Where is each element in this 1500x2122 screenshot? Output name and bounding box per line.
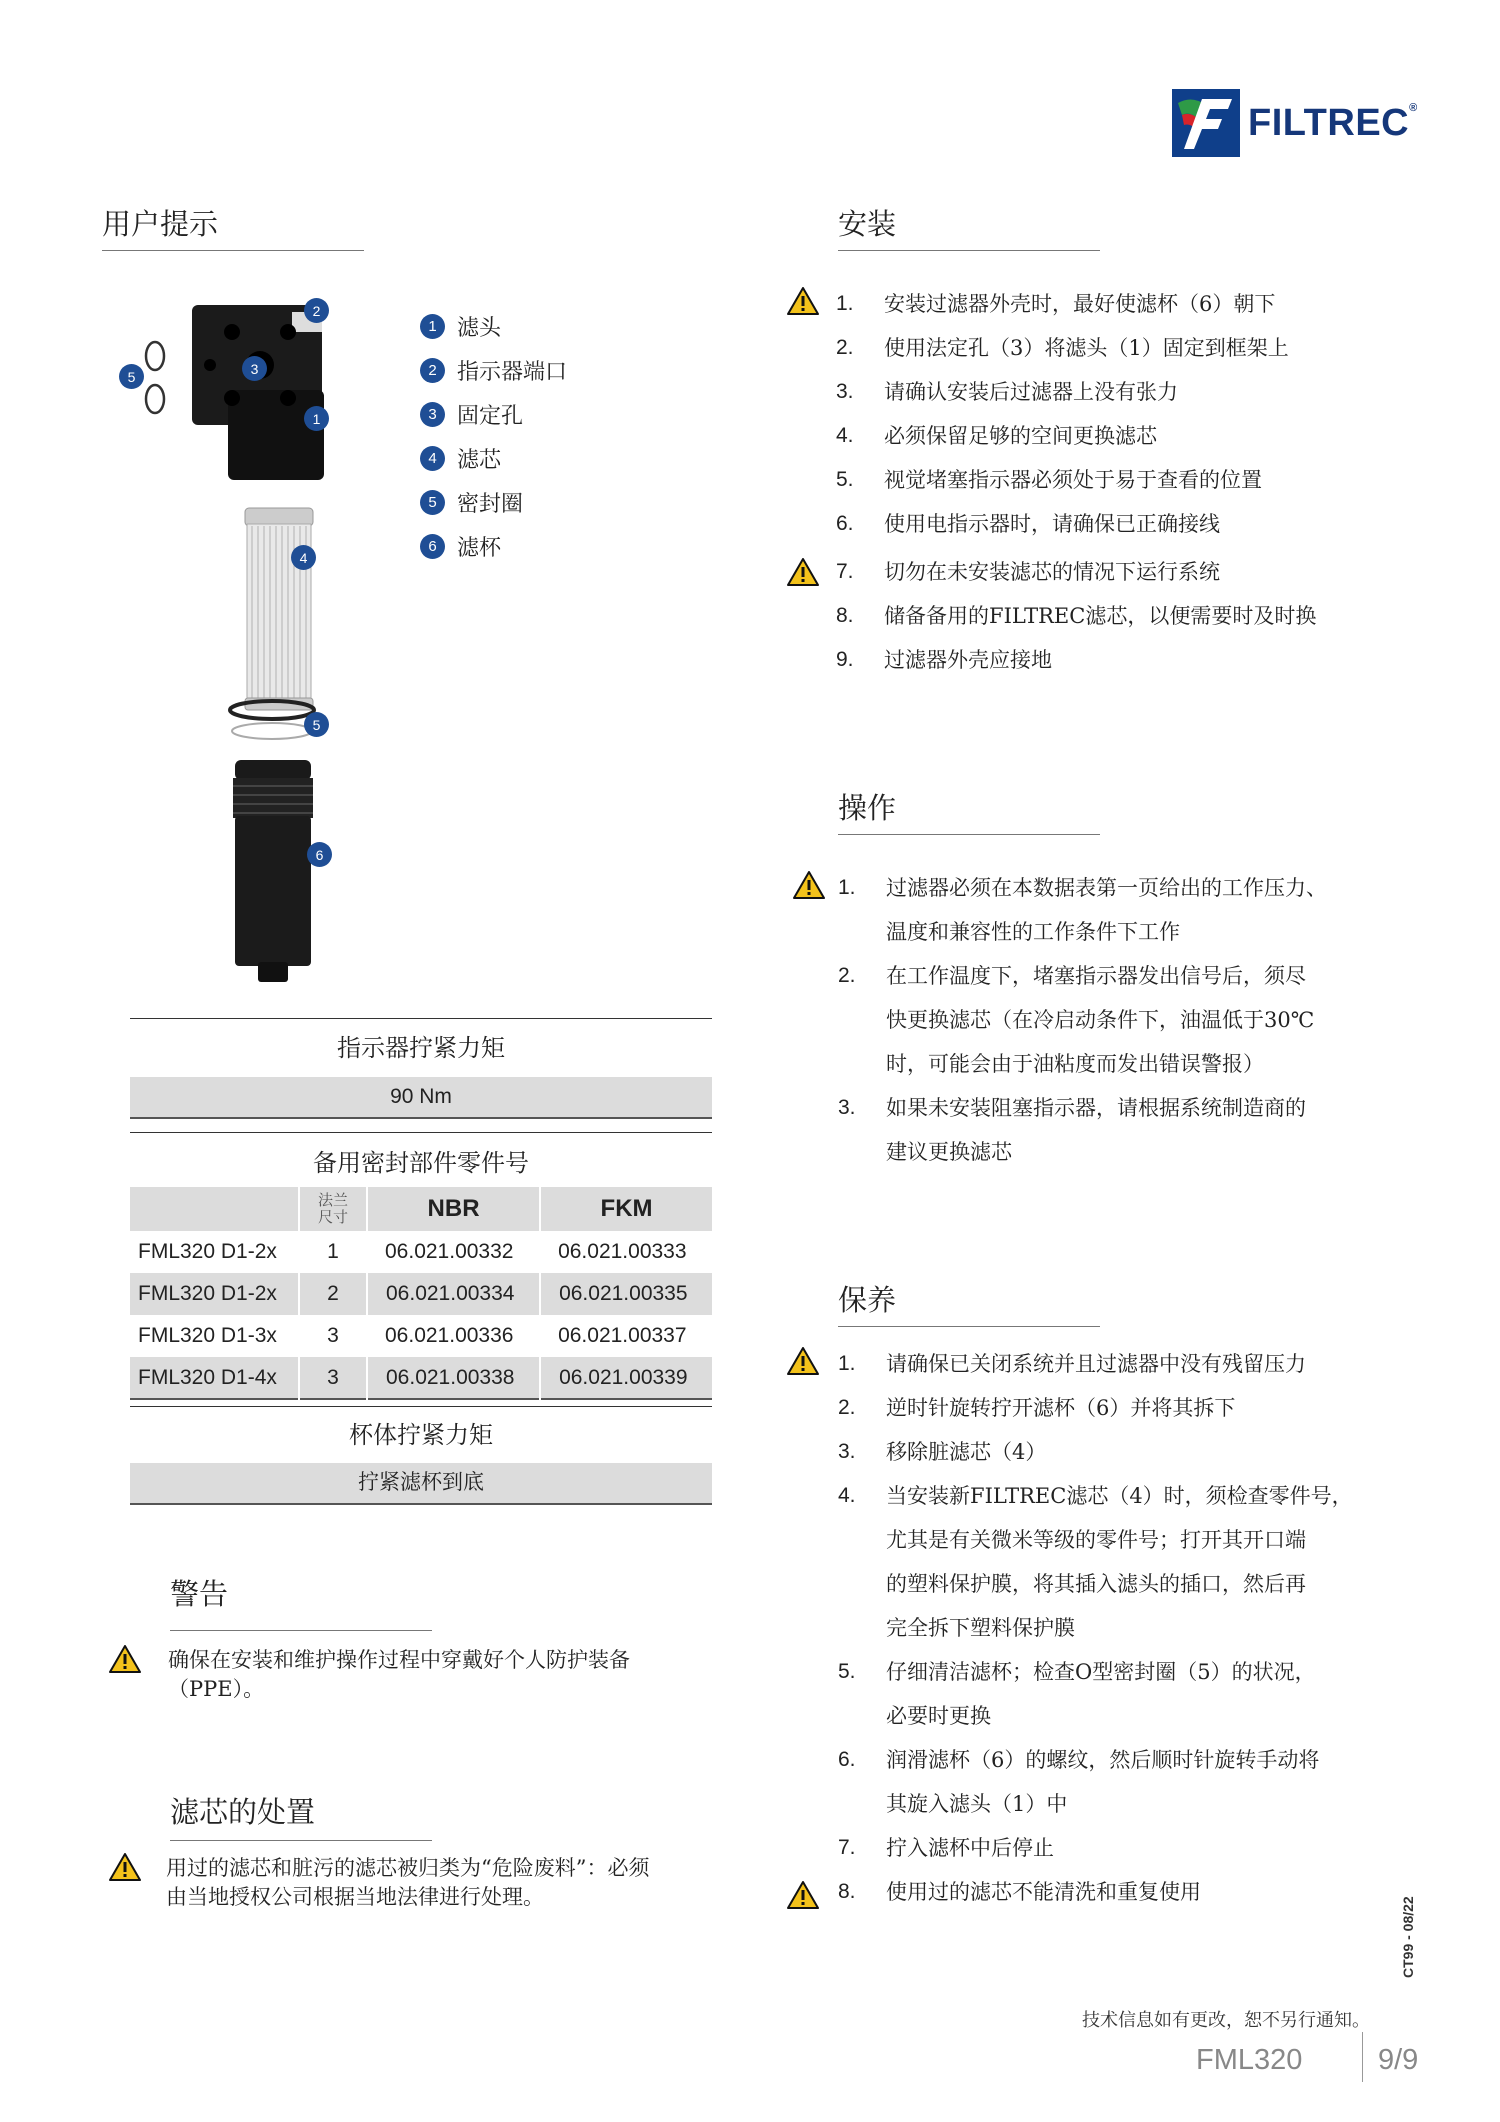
warning-icon [792, 870, 826, 900]
warning-icon [786, 557, 820, 587]
disposal-text: 用过的滤芯和脏污的滤芯被归类为“危险废料”：必须 由当地授权公司根据当地法律进行处理。 [166, 1856, 650, 1909]
legend-item [420, 480, 567, 524]
legend-number: 6 [420, 534, 445, 559]
indicator-torque-table [130, 1018, 712, 1119]
model-cell: FML320 D1-3x [138, 1324, 277, 1347]
warning-icon [786, 1346, 820, 1376]
legend-label: 滤头 [457, 315, 502, 341]
legend-item [420, 436, 567, 480]
warning-icon [108, 1852, 142, 1882]
filtrec-logo [1172, 89, 1418, 157]
bowl-torque-title: 杯体拧紧力矩 [349, 1421, 493, 1449]
list-item: 5. 视觉堵塞指示器必须处于易于查看的位置 [836, 468, 1262, 492]
model-header [130, 1187, 299, 1231]
table-row [130, 1357, 712, 1399]
legend-number: 1 [420, 314, 445, 339]
seal-parts-title: 备用密封部件零件号 [313, 1149, 529, 1177]
table-header-row [130, 1187, 712, 1231]
nbr-header: NBR [367, 1187, 540, 1231]
list-item: 4. 当安装新FILTREC滤芯（4）时，须检查零件号， [838, 1484, 1353, 1508]
table-row [130, 1231, 712, 1273]
legend-item [420, 348, 567, 392]
indicator-torque-title: 指示器拧紧力矩 [337, 1034, 505, 1062]
legend-label: 滤杯 [457, 535, 502, 561]
list-item: 6. 润滑滤杯（6）的螺纹，然后顺时针旋转手动将 [838, 1748, 1320, 1772]
installation-rule [838, 250, 1100, 251]
flange-header: 法兰 尺寸 [299, 1187, 367, 1231]
list-item-cont: 建议更换滤芯 [886, 1140, 1012, 1164]
installation-list [836, 282, 1396, 682]
legend-number: 4 [420, 446, 445, 471]
footer-note: 技术信息如有更改，恕不另行通知。 [1082, 2010, 1370, 2031]
operation-title: 操作 [838, 791, 897, 825]
flange-cell: 3 [299, 1357, 367, 1399]
disposal-title: 滤芯的处置 [170, 1795, 316, 1829]
list-item: 7. 切勿在未安装滤芯的情况下运行系统 [836, 560, 1220, 584]
filter-exploded-diagram [110, 290, 370, 1000]
list-item: 2. 逆时针旋转拧开滤杯（6）并将其拆下 [838, 1396, 1236, 1420]
operation-list [838, 866, 1398, 1174]
bowl-torque-value: 拧紧滤杯到底 [130, 1463, 712, 1505]
nbr-cell: 06.021.00338 [367, 1357, 540, 1399]
nbr-cell: 06.021.00336 [385, 1324, 514, 1347]
list-item-cont: 快更换滤芯（在冷启动条件下，油温低于30℃ [886, 1008, 1315, 1032]
callout-1: 1 [304, 406, 329, 431]
warning-text: 确保在安装和维护操作过程中穿戴好个人防护装备 （PPE）。 [168, 1648, 630, 1701]
list-item: 7. 拧入滤杯中后停止 [838, 1836, 1054, 1860]
warning-title: 警告 [170, 1577, 229, 1611]
list-item-cont: 必要时更换 [886, 1704, 991, 1728]
legend-number: 5 [420, 490, 445, 515]
installation-title: 安装 [838, 207, 897, 241]
fkm-header: FKM [540, 1187, 712, 1231]
table-row [130, 1273, 712, 1315]
seal-parts-grid [130, 1187, 712, 1400]
fkm-cell: 06.021.00333 [558, 1240, 687, 1263]
model-cell: FML320 D1-2x [138, 1240, 277, 1263]
nbr-cell: 06.021.00334 [367, 1273, 540, 1315]
list-item: 2. 使用法定孔（3）将滤头（1）固定到框架上 [836, 336, 1289, 360]
list-item: 3. 如果未安装阻塞指示器，请根据系统制造商的 [838, 1096, 1306, 1120]
list-item-cont: 尤其是有关微米等级的零件号；打开其开口端 [886, 1528, 1306, 1552]
list-item-cont: 温度和兼容性的工作条件下工作 [886, 920, 1180, 944]
callout-3: 3 [242, 356, 267, 381]
list-item: 3. 请确认安装后过滤器上没有张力 [836, 380, 1178, 404]
maintenance-list [838, 1342, 1398, 1914]
list-item: 1. 安装过滤器外壳时，最好使滤杯（6）朝下 [836, 292, 1276, 316]
legend-item [420, 524, 567, 568]
list-item: 9. 过滤器外壳应接地 [836, 648, 1052, 672]
warning-icon [786, 1880, 820, 1910]
model-cell: FML320 D1-2x [130, 1273, 299, 1315]
fkm-cell: 06.021.00339 [540, 1357, 712, 1399]
fkm-cell: 06.021.00337 [558, 1324, 687, 1347]
user-tips-rule [102, 250, 364, 251]
list-item: 5. 仔细清洁滤杯；检查O型密封圈（5）的状况， [838, 1660, 1316, 1684]
table-row [130, 1315, 712, 1357]
warning-rule [170, 1630, 432, 1631]
maintenance-rule [838, 1326, 1100, 1327]
operation-rule [838, 834, 1100, 835]
legend-label: 指示器端口 [457, 359, 568, 385]
list-item: 8. 使用过的滤芯不能清洗和重复使用 [838, 1880, 1201, 1904]
bowl-torque-table [130, 1406, 712, 1505]
callout-5a: 5 [119, 364, 144, 389]
legend-label: 固定孔 [457, 403, 524, 429]
footer-model: FML320 [1196, 2044, 1303, 2076]
callout-4: 4 [291, 545, 316, 570]
list-item: 1. 请确保已关闭系统并且过滤器中没有残留压力 [838, 1352, 1306, 1376]
list-item: 8. 储备备用的FILTREC滤芯，以便需要时及时换 [836, 604, 1317, 628]
legend-number: 2 [420, 358, 445, 383]
warning-icon [108, 1644, 142, 1674]
user-tips-title: 用户提示 [102, 207, 219, 241]
nbr-cell: 06.021.00332 [385, 1240, 514, 1263]
list-item-cont: 的塑料保护膜，将其插入滤头的插口，然后再 [886, 1572, 1306, 1596]
flange-cell: 2 [299, 1273, 367, 1315]
legend-label: 滤芯 [457, 447, 502, 473]
seal-parts-table [130, 1132, 712, 1400]
flange-cell: 1 [327, 1240, 339, 1263]
callout-5b: 5 [304, 712, 329, 737]
filtrec-logo-mark [1172, 89, 1240, 157]
model-cell: FML320 D1-4x [130, 1357, 299, 1399]
list-item-cont: 其旋入滤头（1）中 [886, 1792, 1068, 1816]
list-item-cont: 时，可能会由于油粘度而发出错误警报） [886, 1052, 1264, 1076]
legend-number: 3 [420, 402, 445, 427]
list-item: 6. 使用电指示器时，请确保已正确接线 [836, 512, 1220, 536]
footer-divider [1362, 2032, 1363, 2082]
callout-6: 6 [307, 842, 332, 867]
list-item: 3. 移除脏滤芯（4） [838, 1440, 1047, 1464]
document-code: CT99 - 08/22 [1400, 1896, 1416, 1978]
parts-legend [420, 304, 567, 568]
legend-label: 密封圈 [457, 491, 524, 517]
list-item: 1. 过滤器必须在本数据表第一页给出的工作压力、 [838, 876, 1327, 900]
filtrec-logo-text: FILTREC® [1248, 101, 1418, 144]
list-item-cont: 完全拆下塑料保护膜 [886, 1616, 1075, 1640]
page-number: 9/9 [1378, 2044, 1419, 2076]
callout-2: 2 [304, 298, 329, 323]
warning-icon [786, 286, 820, 316]
maintenance-title: 保养 [838, 1283, 897, 1317]
legend-item [420, 392, 567, 436]
legend-item [420, 304, 567, 348]
fkm-cell: 06.021.00335 [540, 1273, 712, 1315]
disposal-rule [170, 1840, 432, 1841]
list-item: 2. 在工作温度下，堵塞指示器发出信号后，须尽 [838, 964, 1306, 988]
list-item: 4. 必须保留足够的空间更换滤芯 [836, 424, 1157, 448]
flange-cell: 3 [327, 1324, 339, 1347]
indicator-torque-value: 90 Nm [130, 1077, 712, 1119]
